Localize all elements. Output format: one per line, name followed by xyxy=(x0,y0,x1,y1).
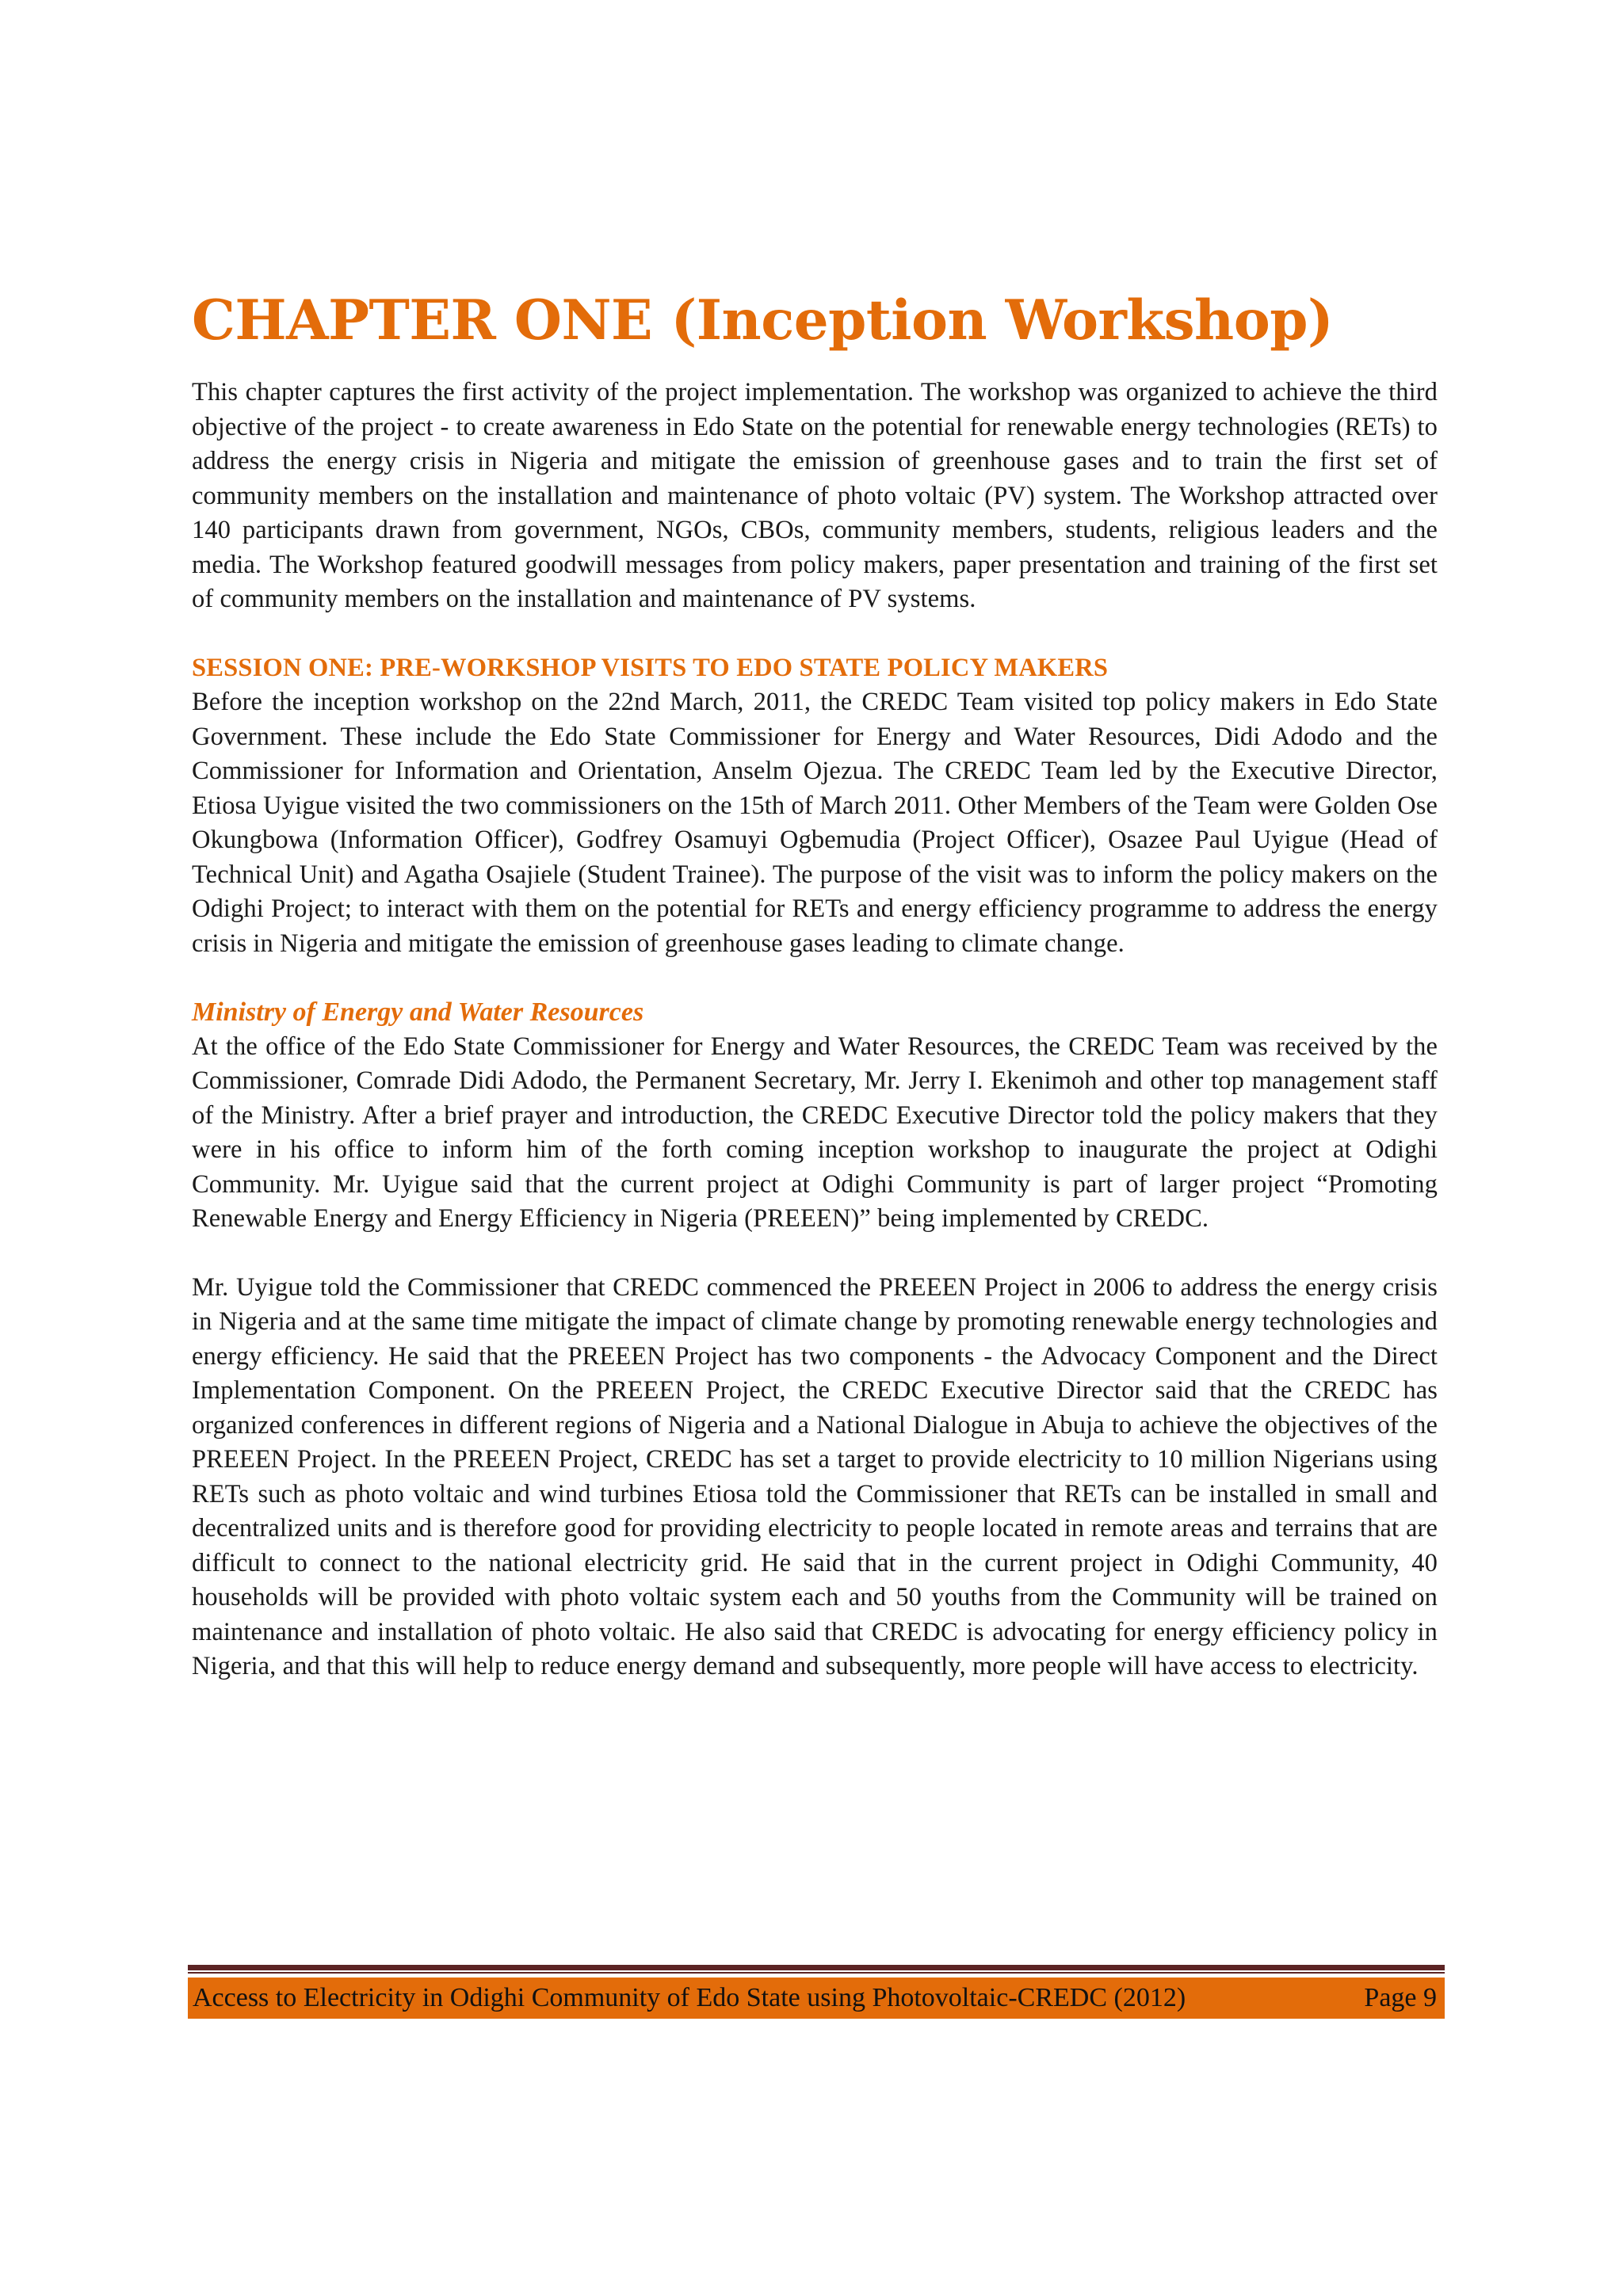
page-footer xyxy=(188,1978,1445,2019)
ministry-paragraph-2: Mr. Uyigue told the Commissioner that CREDC commenced the PREEEN Project in 2006 to address the energy crisis in Nigeria and at the same time mitigate the impact of climate change by promoting renewable energy technologies and energy efficiency. He said that the PREEEN Project has two components - the Advocacy Component and the Direct Implementation Component. On the PREEEN Project, the CREDC Executive Director said that the CREDC has organized conferences in different regions of Nigeria and a National Dialogue in Abuja to achieve the objectives of the PREEEN Project. In the PREEEN Project, CREDC has set a target to provide electricity to 10 million Nigerians using RETs such as photo voltaic and wind turbines Etiosa told the Commissioner that RETs can be installed in small and decentralized units and is therefore good for providing electricity to people located in remote areas and terrains that are difficult to connect to the national electricity grid. He said that in the current project in Odighi Community, 40 households will be provided with photo voltaic system each and 50 youths from the Community will be trained on maintenance and installation of photo voltaic. He also said that CREDC is advocating for energy efficiency policy in Nigeria, and that this will help to reduce energy demand and subsequently, more people will have access to electricity. xyxy=(192,1272,1438,1680)
session-one-paragraph: Before the inception workshop on the 22nd March, 2011, the CREDC Team visited top policy makers in Edo State Government. These include the Edo State Commissioner for Energy and Water Resources, Didi Adodo and the Commissioner for Information and Orientation, Anselm Ojezua. The CREDC Team led by the Executive Director, Etiosa Uyigue visited the two commissioners on the 15th of March 2011. Other Members of the Team were Golden Ose Okungbowa (Information Officer), Godfrey Osamuyi Ogbemudia (Project Officer), Osazee Paul Uyigue (Head of Technical Unit) and Agatha Osajiele (Student Trainee). The purpose of the visit was to inform the policy makers on the Odighi Project; to interact with them on the potential for RETs and energy efficiency programme to address the energy crisis in Nigeria and mitigate the emission of greenhouse gases leading to climate change. xyxy=(192,688,1438,958)
ministry-heading: Ministry of Energy and Water Resources xyxy=(192,997,644,1027)
paragraph-spacer xyxy=(192,961,1438,995)
page-number: Page 9 xyxy=(1364,1983,1437,2012)
chapter-title: CHAPTER ONE (Inception Workshop) xyxy=(192,288,1334,353)
paragraph-spacer xyxy=(192,1237,1438,1271)
paragraph-spacer xyxy=(192,617,1438,651)
ministry-paragraph-1: At the office of the Edo State Commissioner for Energy and Water Resources, the CREDC Team was received by the Commissioner, Comrade Didi Adodo, the Permanent Secretary, Mr. Jerry I. Ekenimoh and other top management staff of the Ministry. After a brief prayer and introduction, the CREDC Executive Director told the policy makers that they were in his office to inform him of the forth coming inception workshop to inaugurate the project at Odighi Community. Mr. Uyigue said that the current project at Odighi Community is part of larger project “Promoting Renewable Energy and Energy Efficiency in Nigeria (PREEEN)” being implemented by CREDC. xyxy=(192,1032,1438,1233)
footer-rule-thick xyxy=(188,1965,1445,1970)
footer-rule-thin xyxy=(188,1972,1445,1974)
session-one-heading: SESSION ONE: PRE-WORKSHOP VISITS TO EDO STATE POLICY MAKERS xyxy=(192,653,1109,682)
chapter-intro-paragraph: This chapter captures the first activity of the project implementation. The workshop was organized to achieve the third objective of the project - to create awareness in Edo State on the potential for renewable energy technologies (RETs) to address the energy crisis in Nigeria and mitigate the emission of greenhouse gases and to train the first set of community members on the installation and maintenance of photo voltaic (PV) system. The Workshop attracted over 140 participants drawn from government, NGOs, CBOs, community members, students, religious leaders and the media. The Workshop featured goodwill messages from policy makers, paper presentation and training of the first set of community members on the installation and maintenance of PV systems. xyxy=(192,378,1438,613)
footer-title: Access to Electricity in Odighi Community of Edo State using Photovoltaic-CREDC (2012) xyxy=(193,1983,1186,2012)
footer-rule xyxy=(188,1965,1445,1973)
document-page xyxy=(192,285,1438,1684)
